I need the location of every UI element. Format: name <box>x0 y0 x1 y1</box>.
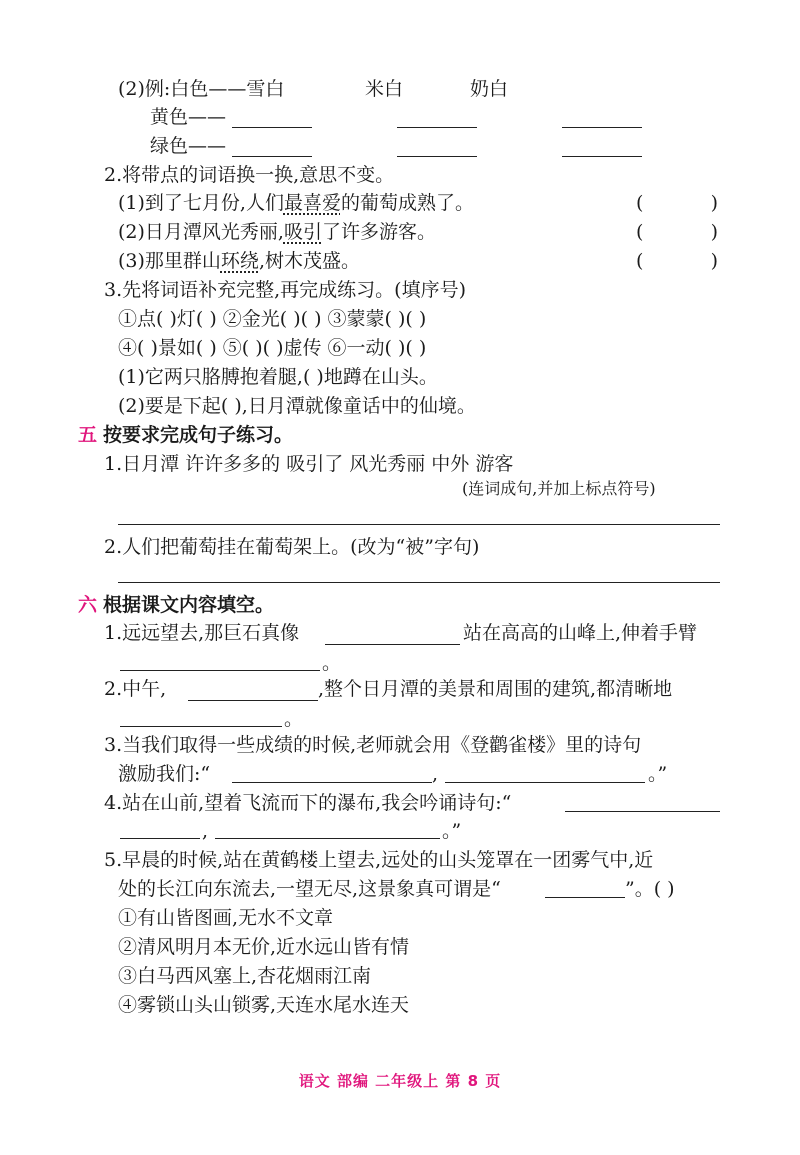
s6-q4-blank-1[interactable] <box>565 811 720 812</box>
yellow-blank-3[interactable] <box>562 127 642 128</box>
s6-q3-blank-2[interactable] <box>445 782 645 783</box>
q3-sub-1[interactable]: (1)它两只胳膊抱着腿,( )地蹲在山头。 <box>118 366 438 388</box>
green-label: 绿色—— <box>150 135 227 157</box>
answer-paren-1[interactable]: ( ) <box>636 192 718 214</box>
s6-q3-a: 3.当我们取得一些成绩的时候,老师就会用《登鹳雀楼》里的诗句 <box>104 734 642 756</box>
s6-q5-option-1: ①有山皆图画,无水不文章 <box>118 907 334 929</box>
answer-paren-3[interactable]: ( ) <box>636 250 718 272</box>
s6-q5-blank[interactable] <box>545 897 625 898</box>
s5-q2: 2.人们把葡萄挂在葡萄架上。(改为“被”字句) <box>104 536 480 558</box>
section-5-number: 五 <box>78 424 98 446</box>
dotted-word-3: 环绕 <box>220 250 259 272</box>
q3-row-1[interactable]: ①点( )灯( ) ②金光( )( ) ③蒙蒙( )( ) <box>118 308 427 330</box>
dotted-word-1: 最喜爱 <box>283 192 341 214</box>
q2-item-1: (1)到了七月份,人们最喜爱的葡萄成熟了。 <box>118 192 474 214</box>
green-blank-2[interactable] <box>397 156 477 157</box>
s6-q5-b: 处的长江向东流去,一望无尽,这景象真可谓是“ <box>118 878 501 900</box>
page-footer: 语文 部编 二年级上 第 8 页 <box>298 1072 502 1090</box>
dotted-word-2: 吸引 <box>283 221 322 243</box>
example-word-2: 米白 <box>365 78 404 100</box>
s6-q2-blank-1[interactable] <box>188 700 318 701</box>
yellow-blank-1[interactable] <box>232 127 312 128</box>
s6-q5-a: 5.早晨的时候,站在黄鹤楼上望去,远处的山头笼罩在一团雾气中,近 <box>104 849 654 871</box>
section-6-number: 六 <box>78 594 98 616</box>
q3-title: 3.先将词语补充完整,再完成练习。(填序号) <box>104 279 466 301</box>
q3-row-2[interactable]: ④( )景如( ) ⑤( )( )虚传 ⑥一动( )( ) <box>118 337 427 359</box>
answer-paren-2[interactable]: ( ) <box>636 221 718 243</box>
s5-q1-hint: (连词成句,并加上标点符号) <box>462 479 656 498</box>
s6-q3-blank-1[interactable] <box>232 782 432 783</box>
q2-item-2: (2)日月潭风光秀丽,吸引了许多游客。 <box>118 221 436 243</box>
s6-q4-comma: , <box>202 820 209 842</box>
green-blank-3[interactable] <box>562 156 642 157</box>
section-6-heading: 六 根据课文内容填空。 <box>78 594 275 616</box>
s6-q5-option-3: ③白马西风塞上,杏花烟雨江南 <box>118 965 372 987</box>
s6-q4-a: 4.站在山前,望着飞流而下的瀑布,我会吟诵诗句:“ <box>104 792 512 814</box>
s6-q5-option-2: ②清风明月本无价,近水远山皆有情 <box>118 936 410 958</box>
s6-q3-comma: , <box>432 763 439 785</box>
s5-q2-answer-line[interactable] <box>118 582 720 583</box>
s6-q1-a: 1.远远望去,那巨石真像 <box>104 622 300 644</box>
s6-q1-end: 。 <box>322 652 342 674</box>
section-5-heading: 五 按要求完成句子练习。 <box>78 424 294 446</box>
s6-q4-blank-2[interactable] <box>120 838 200 839</box>
s6-q2-blank-2[interactable] <box>120 726 282 727</box>
s6-q5-c[interactable]: ”。( ) <box>625 878 675 900</box>
s6-q2-end: 。 <box>284 708 304 730</box>
s5-q1: 1.日月潭 许许多多的 吸引了 风光秀丽 中外 游客 <box>104 453 514 475</box>
s6-q4-end: 。” <box>442 820 462 842</box>
s6-q4-blank-3[interactable] <box>215 838 440 839</box>
example-line: (2)例:白色——雪白 <box>118 78 285 100</box>
s5-q1-answer-line[interactable] <box>118 524 720 525</box>
s6-q3-end: 。” <box>648 763 668 785</box>
green-blank-1[interactable] <box>232 156 312 157</box>
s6-q1-b: 站在高高的山峰上,伸着手臂 <box>463 622 698 644</box>
example-word-3: 奶白 <box>470 78 509 100</box>
q2-item-3: (3)那里群山环绕,树木茂盛。 <box>118 250 360 272</box>
q3-sub-2[interactable]: (2)要是下起( ),日月潭就像童话中的仙境。 <box>118 395 476 417</box>
s6-q3-b: 激励我们:“ <box>118 763 211 785</box>
s6-q2-b: ,整个日月潭的美景和周围的建筑,都清晰地 <box>318 678 673 700</box>
s6-q5-option-4: ④雾锁山头山锁雾,天连水尾水连天 <box>118 994 410 1016</box>
s6-q2-a: 2.中午, <box>104 678 167 700</box>
s6-q1-blank-2[interactable] <box>120 670 320 671</box>
q2-title: 2.将带点的词语换一换,意思不变。 <box>104 164 395 186</box>
yellow-label: 黄色—— <box>150 106 227 128</box>
s6-q1-blank-1[interactable] <box>325 644 460 645</box>
yellow-blank-2[interactable] <box>397 127 477 128</box>
